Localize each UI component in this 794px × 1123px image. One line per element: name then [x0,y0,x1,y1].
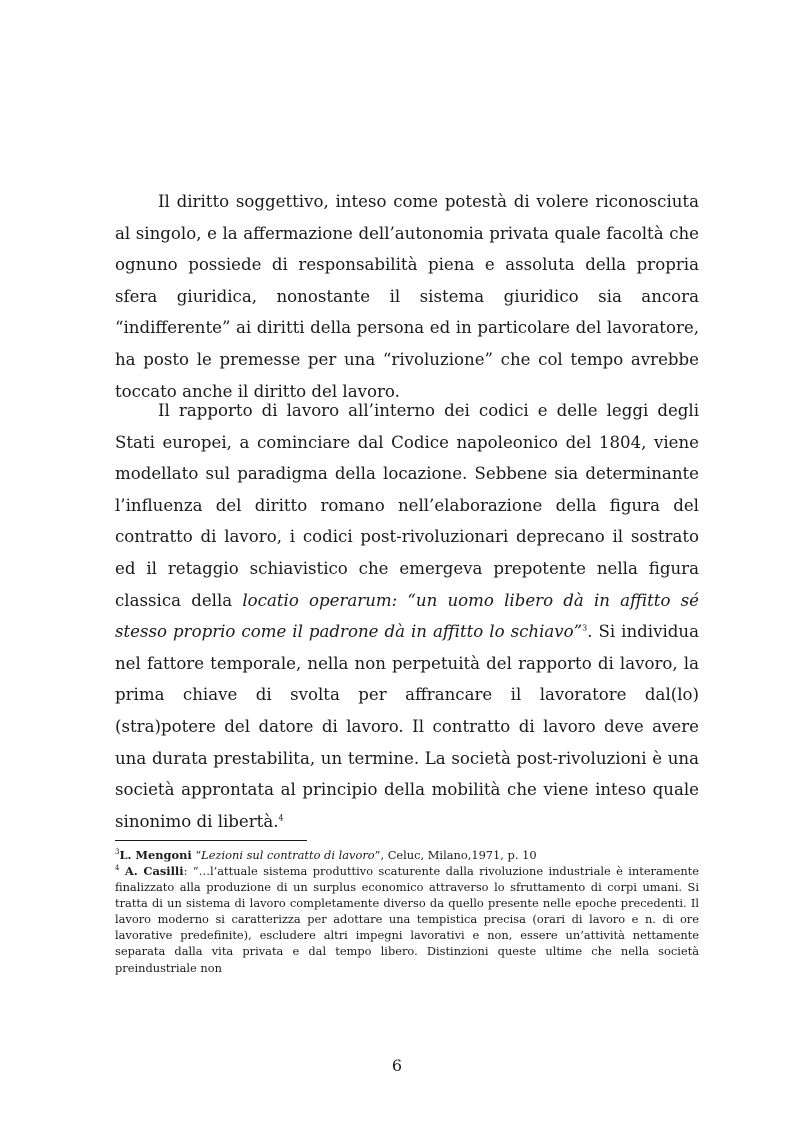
paragraph-2-text-b: . Si individua nel fattore temporale, nella non perpetuità del rapporto di lavoro, la prima chiave di svolta per affrancare il lavoratore dal(lo) (stra)potere del datore di lavoro. Il contratto di lavoro deve avere una durata prestabilita, un termine. La società post-rivoluzioni è una società approntata al principio della mobilità che viene inteso quale sinonimo di libertà. [115,622,699,831]
page-number: 6 [391,1056,403,1075]
footnote-4-number: 4 [115,864,120,873]
footnote-separator [115,840,307,841]
footnote-ref-3: 3 [582,623,588,633]
footnote-3-title: Lezioni sul contratto di lavoro [201,848,375,862]
footnote-4-text: : “…l’attuale sistema produttivo scaturente dalla rivoluzione industriale è interamente finalizzato alla produzione di un surplus economico attraverso lo sfruttamento di corpi umani. Si tratta di un sistema di lavoro completamente diverso da quello presente nelle epoche precedenti. Il lavoro moderno si caratterizza per adottare una tempistica precisa (orari di lavoro e n. di ore lavorative predefinite), escludere altri impegni lavorativi e non, essere un’attività nettamente separata dalla vita privata e dal tempo libero. Distinzioni queste ultime che nella società preindustriale non [115,864,699,975]
footnote-3-number: 3 [115,848,120,857]
paragraph-2-italic-quote: locatio operarum: “un uomo libero dà in affitto sé stesso proprio come il padrone dà in affitto lo schiavo” [115,590,699,642]
paragraph-2-text-a: Il rapporto di lavoro all’interno dei codici e delle leggi degli Stati europei, a cominciare dal Codice napoleonico del 1804, viene modellato sul paradigma della locazione. Sebbene sia determinante l’influenza del diritto romano nell’elaborazione della figura del contratto di lavoro, i codici post-rivoluzionari deprecano il sostrato ed il retaggio schiavistico che emergeva prepotente nella figura classica della [115,401,699,610]
footnote-4 [115,863,699,976]
footnote-3-open-quote: “ [191,848,202,862]
body-paragraph-1: Il diritto soggettivo, inteso come potestà di volere riconosciuta al singolo, e la affermazione dell’autonomia privata quale facoltà che ognuno possiede di responsabilità piena e assoluta della propria sfera giuridica, nonostante il sistema giuridico sia ancora “indifferente” ai diritti della persona ed in particolare del lavoratore, ha posto le premesse per una “rivoluzione” che col tempo avrebbe toccato anche il diritto del lavoro. [115,192,699,401]
footnote-ref-4: 4 [278,813,284,823]
footnote-4-author: A. Casilli [124,864,184,878]
body-paragraph-2 [115,395,699,837]
footnote-3-author: L. Mengoni [119,848,192,862]
footnote-3 [115,847,699,863]
footnote-3-rest: ”, Celuc, Milano,1971, p. 10 [374,848,537,862]
